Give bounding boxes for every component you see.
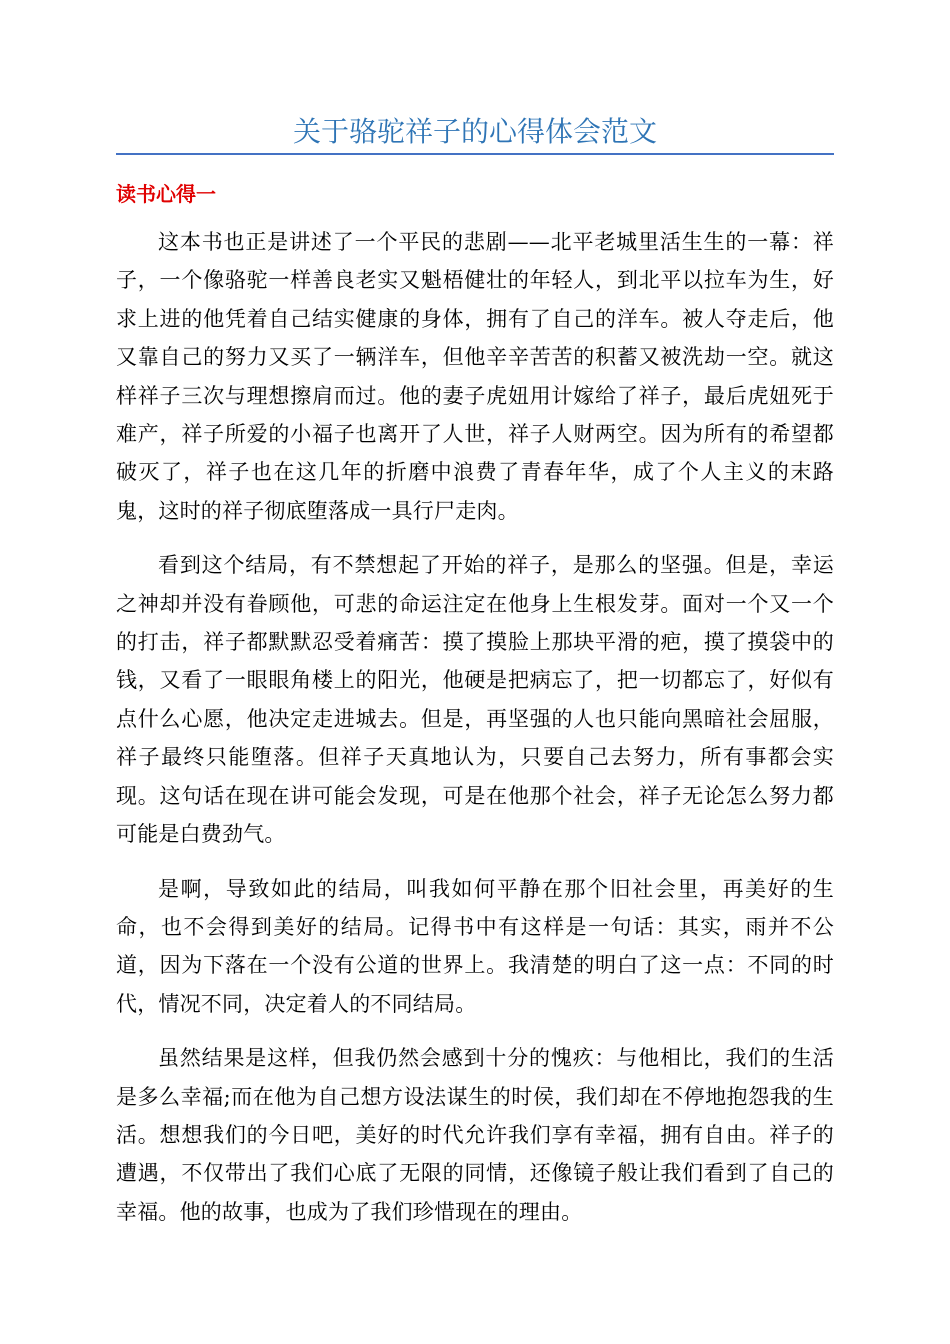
document-body — [116, 223, 834, 1247]
paragraph: 是啊，导致如此的结局，叫我如何平静在那个旧社会里，再美好的生命，也不会得到美好的结局。记得书中有这样是一句话：其实，雨并不公道，因为下落在一个没有公道的世界上。我清楚的明白了这一点：不同的时代，情况不同，决定着人的不同结局。 — [116, 876, 834, 1016]
paragraph: 这本书也正是讲述了一个平民的悲剧——北平老城里活生生的一幕：祥子，一个像骆驼一样善良老实又魁梧健壮的年轻人，到北平以拉车为生，好求上进的他凭着自己结实健康的身体，拥有了自己的洋车。被人夺走后，他又靠自己的努力又买了一辆洋车，但他辛辛苦苦的积蓄又被洗劫一空。就这样祥子三次与理想擦肩而过。他的妻子虎妞用计嫁给了祥子，最后虎妞死于难产，祥子所爱的小福子也离开了人世，祥子人财两空。因为所有的希望都破灭了，祥子也在这几年的折磨中浪费了青春年华，成了个人主义的末路鬼，这时的祥子彻底堕落成一具行尸走肉。 — [116, 230, 834, 523]
paragraph: 虽然结果是这样，但我仍然会感到十分的愧疚：与他相比，我们的生活是多么幸福;而在他为自己想方设法谋生的时侯，我们却在不停地抱怨我的生活。想想我们的今日吧，美好的时代允许我们享有幸福，拥有自由。祥子的遭遇，不仅带出了我们心底了无限的同情，还像镜子般让我们看到了自己的幸福。他的故事，也成为了我们珍惜现在的理由。 — [116, 1046, 834, 1224]
page-title: 关于骆驼祥子的心得体会范文 — [292, 115, 657, 148]
paragraph: 看到这个结局，有不禁想起了开始的祥子，是那么的坚强。但是，幸运之神却并没有眷顾他，可悲的命运注定在他身上生根发芽。面对一个又一个的打击，祥子都默默忍受着痛苦：摸了摸脸上那块平滑的疤，摸了摸袋中的钱，又看了一眼眼角楼上的阳光，他硬是把病忘了，把一切都忘了，好似有点什么心愿，他决定走进城去。但是，再坚强的人也只能向黑暗社会屈服，祥子最终只能堕落。但祥子天真地认为，只要自己去努力，所有事都会实现。这句话在现在讲可能会发现，可是在他那个社会，祥子无论怎么努力都可能是白费劲气。 — [116, 553, 834, 847]
section-heading: 读书心得一 — [116, 182, 216, 206]
title-underline — [116, 153, 834, 155]
